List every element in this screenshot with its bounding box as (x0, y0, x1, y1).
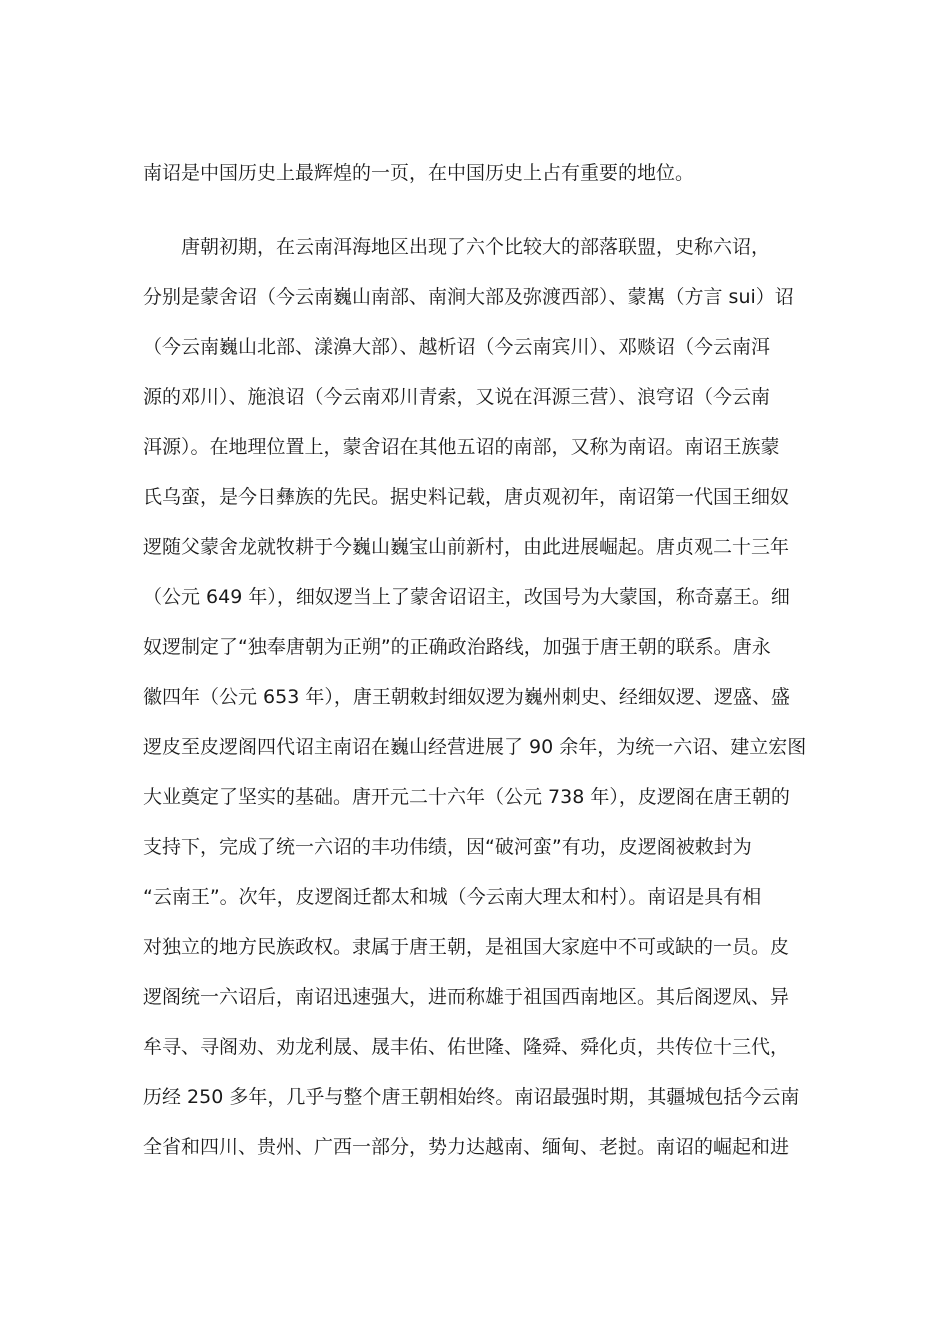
paragraph-line: 奴逻制定了“独奉唐朝为正朔”的正确政治路线，加强于唐王朝的联系。唐永 (143, 636, 771, 658)
paragraph-line: 洱源）。在地理位置上，蒙舍诏在其他五诏的南部，又称为南诏。南诏王族蒙 (143, 436, 780, 458)
paragraph-line: 氏乌蛮，是今日彝族的先民。据史料记载，唐贞观初年，南诏第一代国王细奴 (143, 486, 790, 508)
paragraph-line: 支持下，完成了统一六诏的丰功伟绩，因“破河蛮”有功，皮逻阁被敕封为 (143, 836, 752, 858)
paragraph-line: 逻皮至皮逻阁四代诏主南诏在巍山经营进展了 90 余年，为统一六诏、建立宏图 (143, 736, 807, 758)
paragraph-line: 徽四年（公元 653 年），唐王朝敕封细奴逻为巍州刺史、经细奴逻、逻盛、盛 (143, 686, 790, 708)
paragraph-line: （今云南巍山北部、漾濞大部）、越析诏（今云南宾川）、邓赕诏（今云南洱 (143, 336, 771, 358)
paragraph-line: 大业奠定了坚实的基础。唐开元二十六年（公元 738 年），皮逻阁在唐王朝的 (143, 786, 790, 808)
intro-line: 南诏是中国历史上最辉煌的一页，在中国历史上占有重要的地位。 (143, 162, 695, 184)
paragraph-line: 唐朝初期，在云南洱海地区出现了六个比较大的部落联盟，史称六诏， (181, 236, 771, 258)
paragraph-line: （公元 649 年），细奴逻当上了蒙舍诏诏主，改国号为大蒙国，称奇嘉王。细 (143, 586, 790, 608)
paragraph-line: 对独立的地方民族政权。隶属于唐王朝，是祖国大家庭中不可或缺的一员。皮 (143, 936, 790, 958)
paragraph-line: 全省和四川、贵州、广西一部分，势力达越南、缅甸、老挝。南诏的崛起和进 (143, 1136, 790, 1158)
paragraph-line: 逻随父蒙舍龙就牧耕于今巍山巍宝山前新村，由此进展崛起。唐贞观二十三年 (143, 536, 790, 558)
paragraph-line: “云南王”。次年，皮逻阁迁都太和城（今云南大理太和村）。南诏是具有相 (143, 886, 762, 908)
paragraph-line: 分别是蒙舍诏（今云南巍山南部、南涧大部及弥渡西部）、蒙嶲（方言 sui）诏 (143, 286, 794, 308)
paragraph-line: 逻阁统一六诏后，南诏迅速强大，进而称雄于祖国西南地区。其后阁逻凤、异 (143, 986, 790, 1008)
paragraph-line: 牟寻、寻阁劝、劝龙利晟、晟丰佑、佑世隆、隆舜、舜化贞，共传位十三代， (143, 1036, 790, 1058)
paragraph-line: 源的邓川）、施浪诏（今云南邓川青索，又说在洱源三营）、浪穹诏（今云南 (143, 386, 771, 408)
paragraph-line: 历经 250 多年，几乎与整个唐王朝相始终。南诏最强时期，其疆城包括今云南 (143, 1086, 800, 1108)
